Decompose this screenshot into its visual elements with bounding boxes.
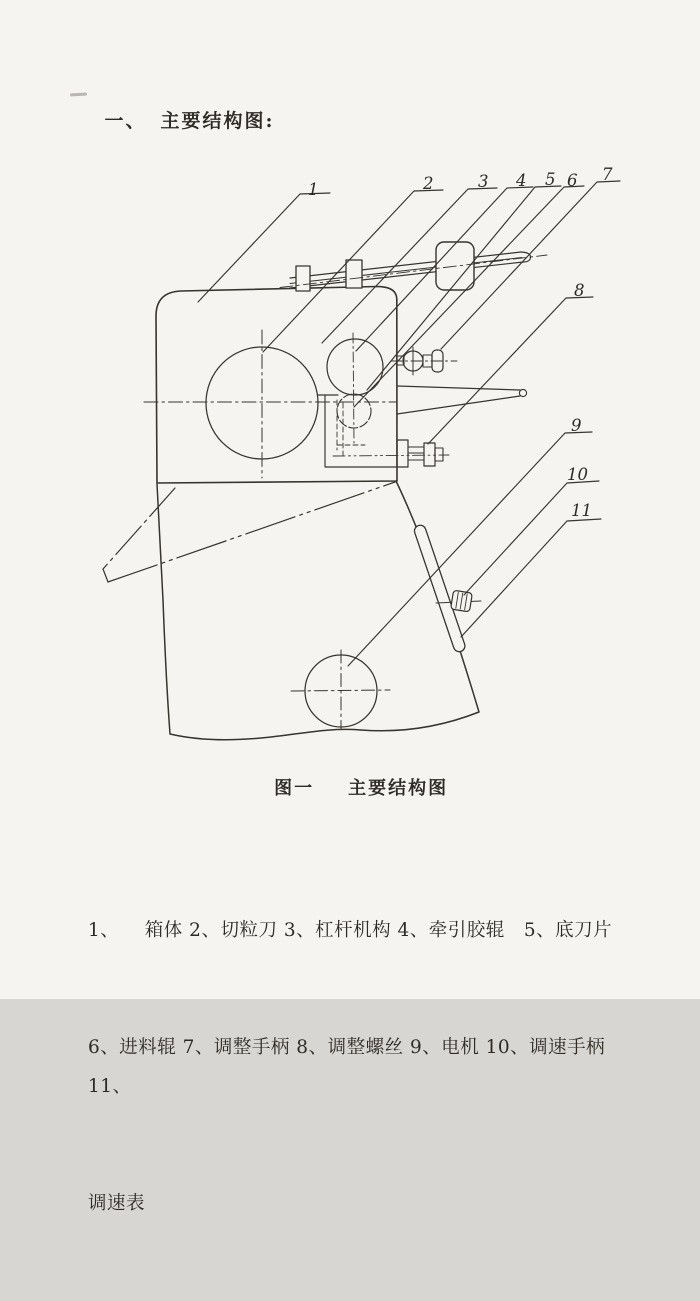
blade-bracket-outline bbox=[318, 395, 397, 467]
adjust-screw-base bbox=[397, 440, 408, 467]
part-label-7: 7 bbox=[602, 165, 613, 184]
cabinet-fold-edge bbox=[103, 488, 175, 582]
speed-knob bbox=[451, 590, 473, 612]
part-label-2: 2 bbox=[423, 174, 434, 193]
figure-caption-number: 图一 bbox=[274, 778, 315, 799]
bottom-blade-arm bbox=[397, 386, 520, 414]
leader-8 bbox=[428, 297, 593, 444]
blade-arm-tip bbox=[519, 389, 526, 396]
adjust-screw-nut bbox=[424, 443, 435, 466]
cabinet-fold-line bbox=[108, 482, 395, 582]
part-label-4: 4 bbox=[516, 171, 527, 190]
figure-caption-title: 主要结构图 bbox=[348, 778, 449, 799]
lower-cabinet-outline bbox=[157, 481, 479, 740]
parts-legend-line-1: 1、 箱体 2、切粒刀 3、杠杆机构 4、牵引胶辊 5、底刀片 bbox=[88, 920, 613, 941]
traction-roller-circle bbox=[327, 339, 383, 395]
parts-legend-line-2: 6、进料辊 7、调整手柄 8、调整螺丝 9、电机 10、调速手柄 11、 bbox=[88, 1037, 625, 1097]
parts-legend bbox=[88, 833, 648, 1301]
leader-lines bbox=[198, 181, 620, 666]
leader-11 bbox=[461, 519, 601, 637]
adjust-screw-threads bbox=[408, 447, 424, 460]
lever-rod-top bbox=[290, 252, 521, 278]
lever-riser-right bbox=[346, 260, 362, 288]
part-label-5: 5 bbox=[545, 170, 556, 189]
section-heading-title: 主要结构图: bbox=[160, 110, 275, 132]
part-label-9: 9 bbox=[571, 416, 582, 435]
upper-box-outline bbox=[156, 287, 397, 484]
part-label-6: 6 bbox=[567, 171, 578, 190]
section-heading-index: 一、 bbox=[104, 110, 147, 132]
lever-rod-centerline bbox=[280, 255, 547, 288]
lever-rod-mid bbox=[290, 258, 522, 284]
adjust-screw-cap bbox=[435, 448, 443, 461]
figure-caption bbox=[241, 753, 448, 821]
leader-6 bbox=[354, 186, 584, 407]
speed-dial-bar bbox=[414, 525, 464, 651]
part-label-11: 11 bbox=[571, 501, 592, 520]
parts-legend-line-3: 调速表 bbox=[88, 1193, 146, 1214]
lever-riser-left bbox=[296, 266, 310, 291]
part-label-10: 10 bbox=[567, 465, 588, 484]
leader-10 bbox=[464, 481, 599, 595]
part-label-3: 3 bbox=[478, 172, 489, 191]
roller-centerline-v bbox=[353, 333, 354, 443]
lever-rod-tip bbox=[521, 252, 531, 262]
part-label-1: 1 bbox=[308, 180, 319, 199]
part-label-8: 8 bbox=[574, 281, 585, 300]
adjust-screw-centerline bbox=[333, 455, 449, 456]
